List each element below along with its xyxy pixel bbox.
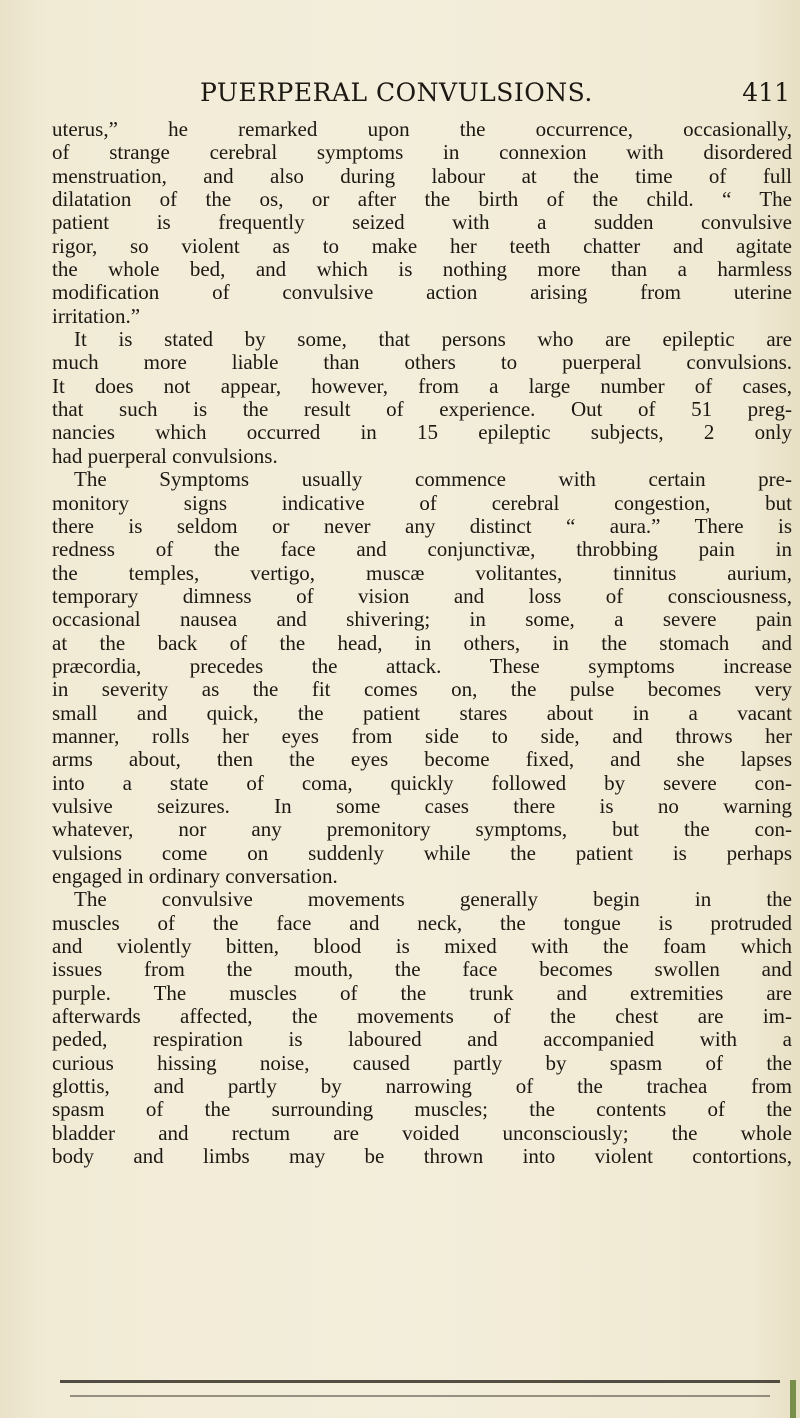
text-line: the temples, vertigo, muscæ volitantes, tinnitus aurium, — [52, 561, 792, 585]
text-line: and violently bitten, blood is mixed with the foam which — [52, 935, 792, 959]
text-line: irritation.” — [52, 304, 141, 328]
paragraph-start: It is stated by some, that persons who are epileptic are — [74, 328, 792, 352]
text-line: that such is the result of experience. Out of 51 preg- — [52, 398, 792, 422]
body-text — [52, 118, 792, 1168]
text-line: muscles of the face and neck, the tongue is protruded — [52, 911, 792, 935]
running-title: PUERPERAL CONVULSIONS. — [200, 78, 593, 107]
text-line: modification of convulsive action arising from uterine — [52, 281, 792, 305]
page-bottom-edge — [60, 1380, 780, 1383]
text-line: the whole bed, and which is nothing more than a harmless — [52, 258, 792, 282]
page-number: 411 — [742, 78, 790, 107]
text-line: had puerperal convulsions. — [52, 444, 278, 468]
text-line: dilatation of the os, or after the birth of the child. “ The — [52, 188, 792, 212]
text-line: patient is frequently seized with a sudden convulsive — [52, 211, 792, 235]
text-line: nancies which occurred in 15 epileptic subjects, 2 only — [52, 421, 792, 445]
text-line: there is seldom or never any distinct “ aura.” There is — [52, 514, 792, 538]
text-line: whatever, nor any premonitory symptoms, but the con- — [52, 818, 792, 842]
binding-edge-mark — [790, 1380, 796, 1418]
text-line: peded, respiration is laboured and accompanied with a — [52, 1028, 792, 1052]
text-line: manner, rolls her eyes from side to side, and throws her — [52, 724, 792, 748]
text-line: of strange cerebral symptoms in connexion with disordered — [52, 141, 792, 165]
text-line: redness of the face and conjunctivæ, throbbing pain in — [52, 538, 792, 562]
text-line: glottis, and partly by narrowing of the trachea from — [52, 1075, 792, 1099]
text-line: in severity as the fit comes on, the pulse becomes very — [52, 678, 792, 702]
text-line: occasional nausea and shivering; in some, a severe pain — [52, 608, 792, 632]
text-line: issues from the mouth, the face becomes swollen and — [52, 958, 792, 982]
text-line: bladder and rectum are voided unconsciously; the whole — [52, 1121, 792, 1145]
paragraph-start: The convulsive movements generally begin in the — [74, 888, 792, 912]
text-line: small and quick, the patient stares about in a vacant — [52, 701, 792, 725]
text-line: præcordia, precedes the attack. These symptoms increase — [52, 654, 792, 678]
text-line: much more liable than others to puerperal convulsions. — [52, 351, 792, 375]
text-line: purple. The muscles of the trunk and extremities are — [52, 981, 792, 1005]
text-line: into a state of coma, quickly followed by severe con- — [52, 771, 792, 795]
text-line: at the back of the head, in others, in the stomach and — [52, 631, 792, 655]
page-header — [150, 78, 790, 110]
text-line: It does not appear, however, from a large number of cases, — [52, 374, 792, 398]
text-line: monitory signs indicative of cerebral congestion, but — [52, 491, 792, 515]
text-line: vulsive seizures. In some cases there is no warning — [52, 794, 792, 818]
text-line: body and limbs may be thrown into violent contortions, — [52, 1145, 792, 1169]
text-line: engaged in ordinary conversation. — [52, 865, 338, 888]
text-line: rigor, so violent as to make her teeth chatter and agitate — [52, 234, 792, 258]
text-line: afterwards affected, the movements of the chest are im- — [52, 1005, 792, 1029]
text-line: curious hissing noise, caused partly by spasm of the — [52, 1051, 792, 1075]
page-bottom-shadow — [70, 1395, 770, 1397]
text-line: vulsions come on suddenly while the patient is perhaps — [52, 841, 792, 865]
text-line: arms about, then the eyes become fixed, and she lapses — [52, 748, 792, 772]
text-line: menstruation, and also during labour at the time of full — [52, 164, 792, 188]
text-line: temporary dimness of vision and loss of consciousness, — [52, 584, 792, 608]
text-line: spasm of the surrounding muscles; the contents of the — [52, 1098, 792, 1122]
paragraph-start: The Symptoms usually commence with certain pre- — [74, 468, 792, 492]
text-line: uterus,” he remarked upon the occurrence, occasionally, — [52, 118, 792, 141]
